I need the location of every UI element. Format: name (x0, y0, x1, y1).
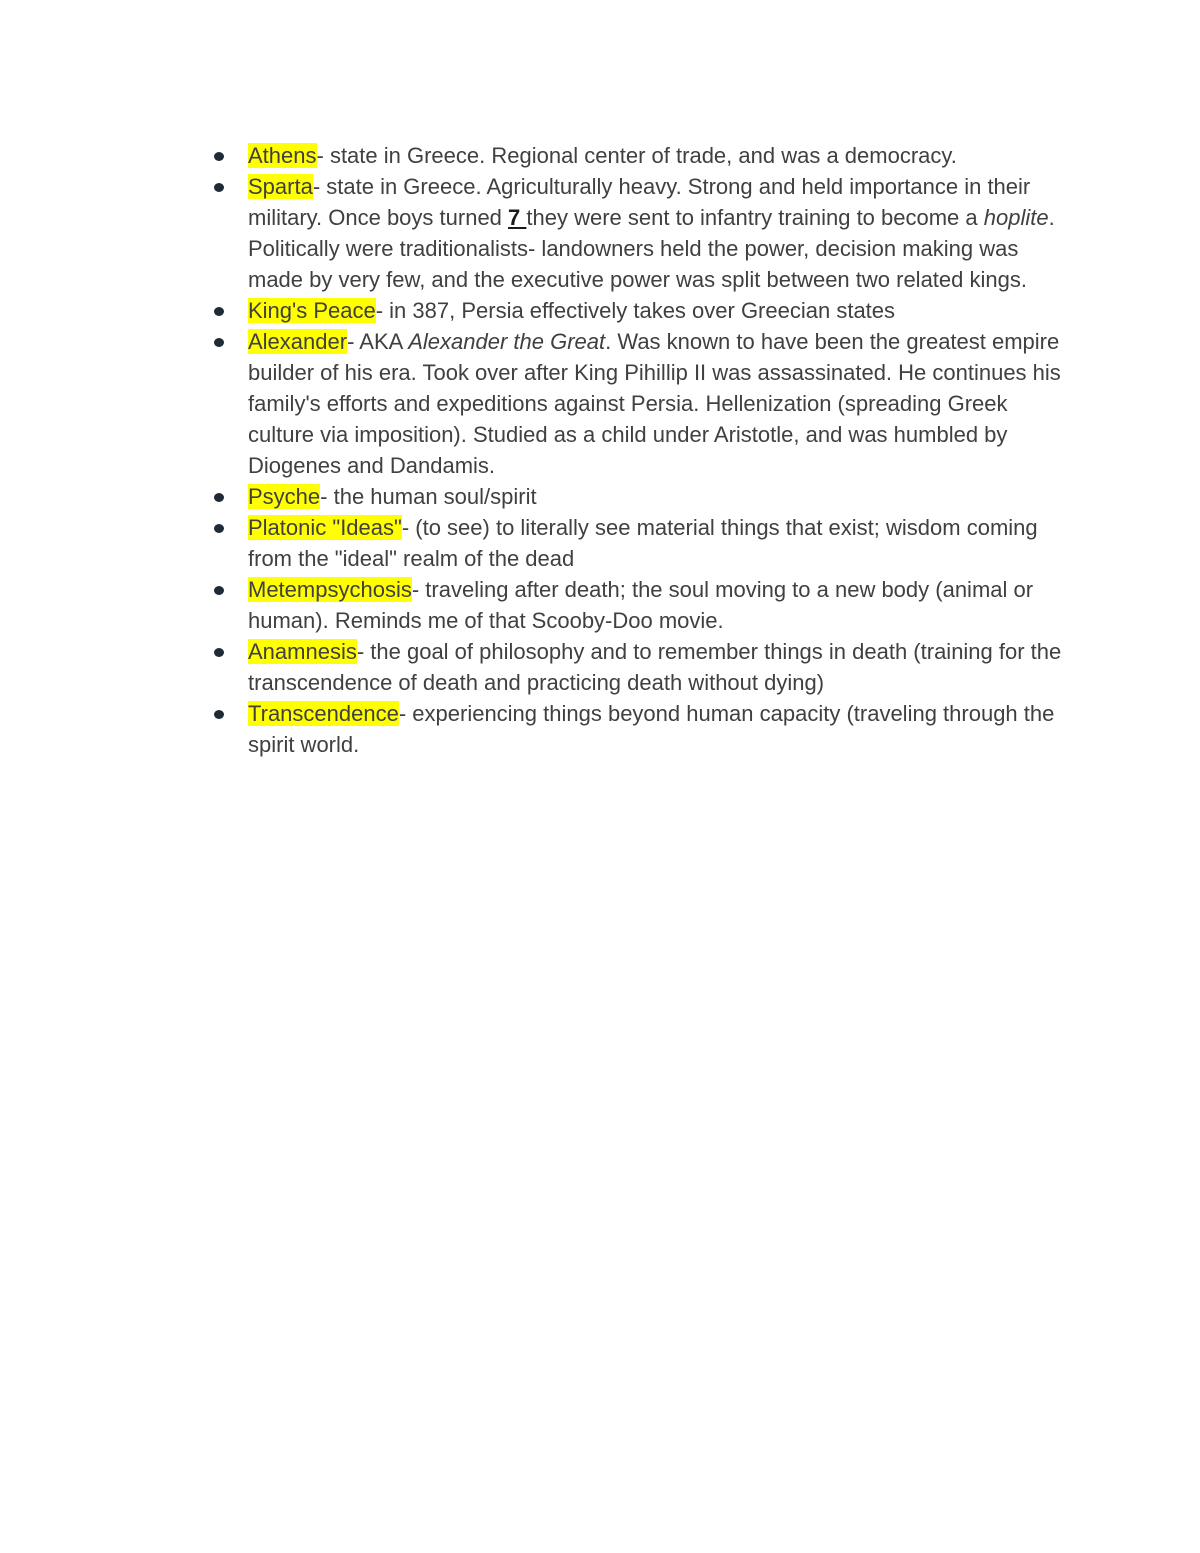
list-item-anamnesis (205, 636, 1075, 698)
definition-kings-peace: - in 387, Persia effectively takes over Greecian states (375, 298, 896, 323)
list-item-transcendence (205, 698, 1075, 760)
term-anamnesis: Anamnesis (248, 639, 357, 664)
term-alexander: Alexander (248, 329, 348, 354)
bullet-icon (214, 338, 224, 347)
definition-psyche: - the human soul/spirit (320, 484, 537, 509)
list-item-sparta (205, 171, 1075, 295)
term-athens: Athens (248, 143, 317, 168)
definition-alexander-part-b: . Was known to have been the greatest empire builder of his era. Took over after King Pihillip II was assassinated. He continues his family's efforts and expeditions against Persia. Hellenization (spreading Greek culture via imposition). Studied as a child under Aristotle, and was humbled by Diogenes and Dandamis. (248, 329, 1061, 478)
bullet-icon (214, 307, 224, 316)
list-item-psyche (205, 481, 1075, 512)
definition-sparta-part-a: - state in Greece. Agriculturally heavy. Strong and held importance in their military. Once boys turned (248, 174, 1031, 230)
term-psyche: Psyche (248, 484, 321, 509)
definition-athens: - state in Greece. Regional center of trade, and was a democracy. (316, 143, 957, 168)
bullet-icon (214, 493, 224, 502)
bullet-icon (214, 183, 224, 192)
definition-metempsychosis: - traveling after death; the soul moving to a new body (animal or human). Reminds me of that Scooby-Doo movie. (248, 577, 1034, 633)
alexander-epithet: Alexander the Great (408, 329, 606, 354)
list-item-alexander (205, 326, 1075, 481)
term-metempsychosis: Metempsychosis (248, 577, 412, 602)
bullet-icon (214, 648, 224, 657)
list-item-platonic-ideas (205, 512, 1075, 574)
bullet-icon (214, 710, 224, 719)
hoplite-word: hoplite (983, 205, 1049, 230)
list-item-kings-peace (205, 295, 1075, 326)
bullet-icon (214, 524, 224, 533)
age-number: 7 (508, 205, 527, 230)
bullet-icon (214, 152, 224, 161)
term-transcendence: Transcendence (248, 701, 399, 726)
list-item-metempsychosis (205, 574, 1075, 636)
notes-list (205, 140, 1075, 760)
definition-transcendence: - experiencing things beyond human capacity (traveling through the spirit world. (248, 701, 1055, 757)
definition-platonic-ideas: - (to see) to literally see material things that exist; wisdom coming from the "ideal" realm of the dead (248, 515, 1038, 571)
bullet-icon (214, 586, 224, 595)
definition-sparta-part-b: they were sent to infantry training to become a (526, 205, 984, 230)
definition-sparta-part-c: . Politically were traditionalists- landowners held the power, decision making was made by very few, and the executive power was split between two related kings. (248, 205, 1055, 292)
term-platonic-ideas: Platonic "Ideas" (248, 515, 402, 540)
term-sparta: Sparta (248, 174, 313, 199)
definition-anamnesis: - the goal of philosophy and to remember things in death (training for the transcendence of death and practicing death without dying) (248, 639, 1062, 695)
term-kings-peace: King's Peace (248, 298, 376, 323)
definition-alexander-part-a: - AKA (347, 329, 409, 354)
list-item-athens (205, 140, 1075, 171)
